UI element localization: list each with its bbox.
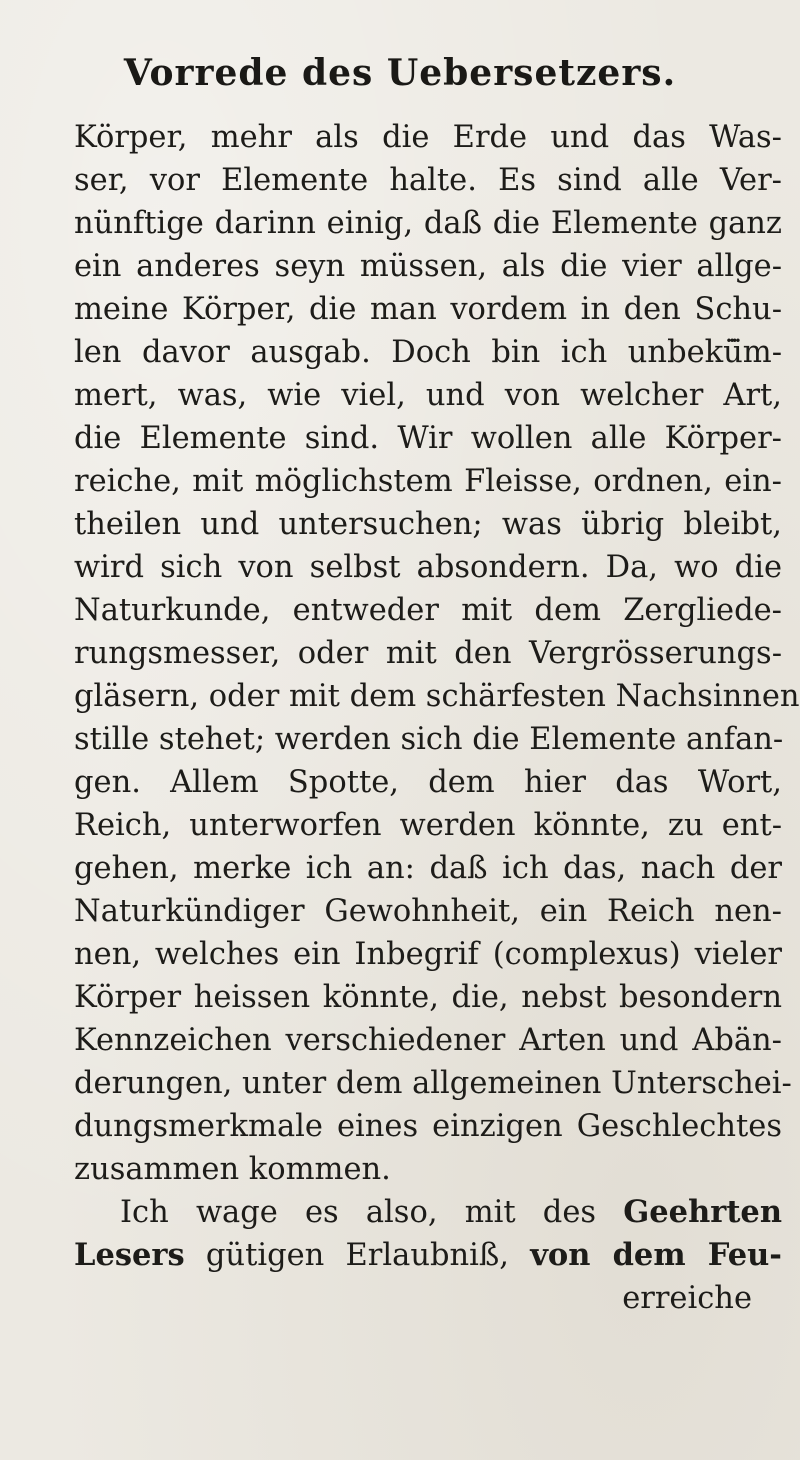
- text-line: Naturkündiger Gewohnheit, ein Reich nen-: [74, 894, 782, 929]
- text-line: ser, vor Elemente halte. Es sind alle Ver-: [74, 163, 782, 198]
- text-line: Kennzeichen verschiedener Arten und Abän-: [74, 1023, 782, 1058]
- text-line: Körper heissen könnte, die, nebst besondern: [74, 980, 782, 1015]
- paragraph-2-line-1-text: Ich wage es also, mit des: [120, 1195, 597, 1230]
- text-line: theilen und untersuchen; was übrig bleibt,: [74, 507, 782, 542]
- text-line: gläsern, oder mit dem schärfesten Nachsinnen: [74, 679, 800, 714]
- text-line: mert, was, wie viel, und von welcher Art,: [74, 378, 782, 413]
- text-line: wird sich von selbst absondern. Da, wo die: [74, 550, 782, 585]
- emphasis-von-dem-feu: von dem Feu-: [530, 1237, 782, 1273]
- text-line: reiche, mit möglichstem Fleisse, ordnen, ein-: [74, 464, 782, 499]
- text-line: Naturkunde, entweder mit dem Zergliede-: [74, 593, 782, 628]
- paragraph-2-line-2-text: gütigen Erlaubniß,: [205, 1238, 509, 1273]
- text-line: Reich, unterworfen werden könnte, zu ent-: [74, 808, 782, 843]
- paragraph-2-line-2: [74, 1234, 782, 1277]
- text-line: ein anderes seyn müssen, als die vier allge-: [74, 249, 782, 284]
- text-line: gehen, merke ich an: daß ich das, nach der: [74, 851, 782, 886]
- text-line: die Elemente sind. Wir wollen alle Körper-: [74, 421, 782, 456]
- text-line: nünftige darinn einig, daß die Elemente ganz: [74, 206, 782, 241]
- text-line: nen, welches ein Inbegrif (complexus) vieler: [74, 937, 782, 972]
- body-text: [74, 116, 800, 1320]
- paragraph-2-line-1: [74, 1191, 782, 1234]
- emphasis-geehrten: Geehrten: [623, 1194, 782, 1230]
- text-line: dungsmerkmale eines einzigen Geschlechtes: [74, 1109, 782, 1144]
- running-head: Vorrede des Uebersetzers.: [123, 52, 677, 94]
- emphasis-lesers: Lesers: [74, 1237, 185, 1273]
- text-line: rungsmesser, oder mit den Vergrösserungs-: [74, 636, 782, 671]
- text-line: zusammen kommen.: [74, 1152, 391, 1187]
- text-line: meine Körper, die man vordem in den Schu-: [74, 292, 782, 327]
- text-line: Körper, mehr als die Erde und das Was-: [74, 120, 782, 155]
- text-line: derungen, unter dem allgemeinen Unterschei-: [74, 1066, 792, 1101]
- text-line: stille stehet; werden sich die Elemente anfan-: [74, 722, 784, 757]
- text-line: gen. Allem Spotte, dem hier das Wort,: [74, 765, 782, 800]
- catchword: erreiche: [622, 1281, 752, 1316]
- text-line: len davor ausgab. Doch bin ich unbekü̈m-: [74, 335, 782, 370]
